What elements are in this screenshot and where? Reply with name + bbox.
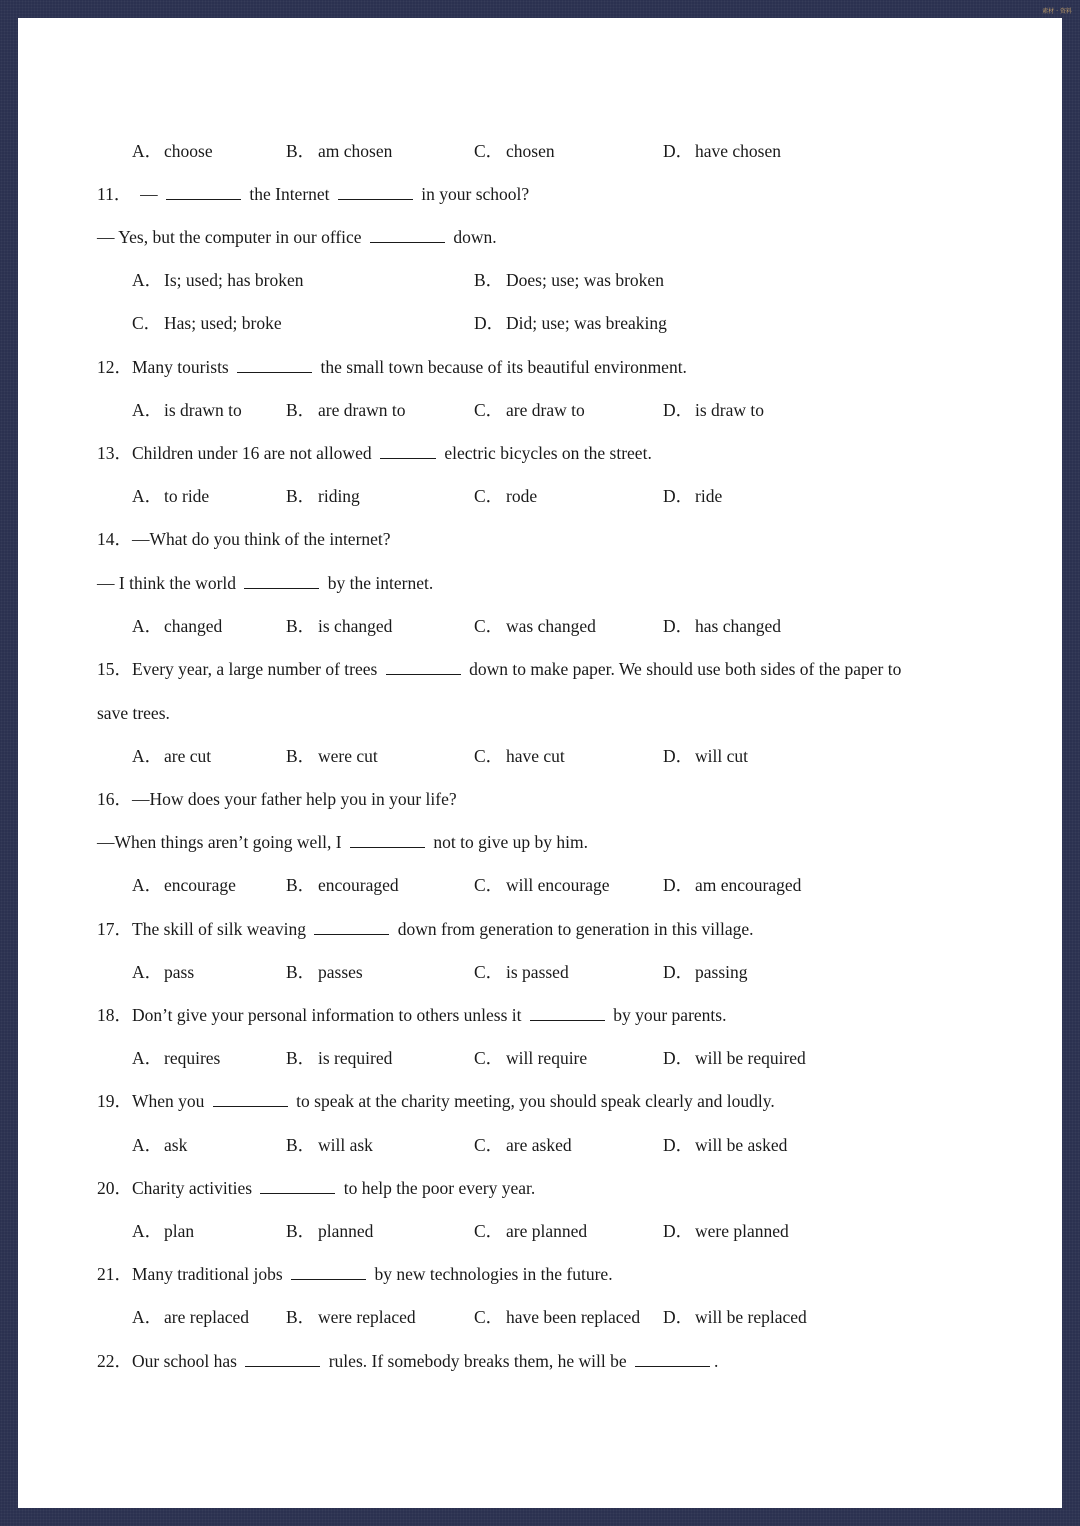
question-line [97,829,588,855]
answer-option[interactable] [286,1132,373,1158]
option-text: chosen [506,141,555,161]
option-letter: C． [474,962,504,982]
question-text: 18．Don’t give your personal information to others unless it [97,1005,526,1025]
answer-option[interactable] [286,138,392,164]
option-letter: C． [474,1048,504,1068]
question-line [97,354,687,380]
answer-blank[interactable] [530,1004,605,1021]
options-row [18,743,1018,769]
answer-option[interactable] [286,743,378,769]
answer-blank[interactable] [350,831,425,848]
question-text: the Internet [244,184,334,204]
option-letter: D． [663,141,694,161]
options-row [18,138,1018,164]
option-letter: D． [663,962,694,982]
option-text: ask [164,1135,188,1155]
option-text: are asked [506,1135,572,1155]
answer-option[interactable] [132,1132,187,1158]
answer-option[interactable] [663,959,748,985]
option-text: is passed [506,962,569,982]
question-line [97,656,901,682]
option-letter: B． [286,875,316,895]
option-letter: C． [474,746,504,766]
option-letter: A． [132,1307,163,1327]
question-text: by new technologies in the future. [370,1264,613,1284]
option-letter: D． [663,1307,694,1327]
answer-blank[interactable] [245,1350,320,1367]
answer-option[interactable] [474,483,537,509]
option-letter: D． [663,486,694,506]
option-text: encouraged [318,875,399,895]
answer-option[interactable] [286,1045,392,1071]
option-text: Does; use; was broken [506,270,664,290]
option-text: are replaced [164,1307,249,1327]
options-row [18,1045,1018,1071]
answer-blank[interactable] [166,183,241,200]
option-text: requires [164,1048,221,1068]
option-text: encourage [164,875,236,895]
question-line [97,786,457,812]
question-text: to help the poor every year. [339,1178,536,1198]
option-letter: A． [132,400,163,420]
answer-option[interactable] [132,1218,194,1244]
answer-option[interactable] [132,872,236,898]
options-row [18,397,1018,423]
option-letter: D． [663,1048,694,1068]
answer-option[interactable] [474,1132,572,1158]
answer-option[interactable] [132,138,213,164]
option-text: Has; used; broke [164,313,282,333]
options-row [18,310,1018,336]
option-text: will ask [318,1135,373,1155]
answer-blank[interactable] [314,918,389,935]
option-text: Did; use; was breaking [506,313,667,333]
option-letter: C． [474,1221,504,1241]
option-letter: D． [663,746,694,766]
option-text: were replaced [318,1307,416,1327]
answer-option[interactable] [286,959,363,985]
answer-option[interactable] [132,613,222,639]
answer-option[interactable] [286,872,399,898]
option-letter: D． [663,875,694,895]
question-text: 16．—How does your father help you in your life? [97,789,457,809]
option-text: is draw to [695,400,765,420]
answer-blank[interactable] [260,1177,335,1194]
question-line [97,526,391,552]
answer-option[interactable] [663,397,764,423]
option-text: planned [318,1221,374,1241]
option-letter: D． [663,1221,694,1241]
option-letter: A． [132,616,163,636]
question-text: the small town because of its beautiful environment. [316,357,687,377]
question-text: rules. If somebody breaks them, he will be [324,1351,632,1371]
answer-option[interactable] [474,1218,587,1244]
question-text: electric bicycles on the street. [439,443,652,463]
answer-option[interactable] [663,1132,787,1158]
option-letter: B． [286,1048,316,1068]
answer-blank[interactable] [237,356,312,373]
answer-option[interactable] [663,483,722,509]
question-text: in your school? [416,184,530,204]
question-text: 17．The skill of silk weaving [97,919,311,939]
option-letter: C． [474,875,504,895]
option-text: will be asked [695,1135,788,1155]
question-text: down to make paper. We should use both sides of the paper to [464,659,902,679]
question-text: 12．Many tourists [97,357,234,377]
question-line [97,1175,535,1201]
question-text: by the internet. [323,573,434,593]
options-row [18,1304,1018,1330]
answer-blank[interactable] [338,183,413,200]
option-letter: B． [286,1221,316,1241]
answer-option[interactable] [286,397,405,423]
answer-option[interactable] [132,397,242,423]
question-text: not to give up by him. [429,832,588,852]
worksheet-page [18,18,1062,1508]
option-text: were planned [695,1221,789,1241]
option-text: rode [506,486,538,506]
answer-option[interactable] [132,483,209,509]
answer-option[interactable] [474,613,596,639]
option-text: is changed [318,616,393,636]
answer-option[interactable] [474,743,565,769]
question-text: 22．Our school has [97,1351,242,1371]
answer-blank[interactable] [635,1350,710,1367]
answer-option[interactable] [132,1045,220,1071]
option-text: are draw to [506,400,585,420]
answer-option[interactable] [474,1304,640,1330]
option-text: plan [164,1221,195,1241]
question-line [97,1348,718,1374]
answer-option[interactable] [474,872,610,898]
question-text: 13．Children under 16 are not allowed [97,443,376,463]
question-text: —When things aren’t going well, I [97,832,346,852]
option-letter: B． [286,616,316,636]
answer-blank[interactable] [370,226,445,243]
answer-option[interactable] [132,267,304,293]
answer-option[interactable] [663,872,801,898]
question-text: — I think the world [97,573,241,593]
option-letter: D． [663,400,694,420]
answer-blank[interactable] [380,442,436,459]
option-text: Is; used; has broken [164,270,304,290]
option-text: were cut [318,746,378,766]
question-line [97,181,529,207]
option-letter: A． [132,270,163,290]
question-line [97,916,754,942]
option-letter: D． [474,313,505,333]
option-text: passing [695,962,748,982]
answer-blank[interactable] [244,572,319,589]
question-text: 15．Every year, a large number of trees [97,659,382,679]
question-line [97,1261,613,1287]
answer-blank[interactable] [386,658,461,675]
question-text: by your parents. [608,1005,727,1025]
question-line [97,570,433,596]
option-letter: A． [132,1221,163,1241]
option-letter: D． [663,616,694,636]
options-row [18,1218,1018,1244]
question-text: 21．Many traditional jobs [97,1264,288,1284]
question-text: — Yes, but the computer in our office [97,227,366,247]
option-letter: A． [132,141,163,161]
option-letter: A． [132,875,163,895]
option-text: changed [164,616,223,636]
options-row [18,959,1018,985]
option-text: have been replaced [506,1307,641,1327]
answer-option[interactable] [132,1304,249,1330]
option-text: am encouraged [695,875,802,895]
question-text: save trees. [97,703,170,723]
answer-blank[interactable] [291,1263,366,1280]
option-text: ride [695,486,723,506]
option-letter: B． [286,486,316,506]
option-text: will encourage [506,875,610,895]
option-text: will be replaced [695,1307,807,1327]
question-text: down. [448,227,497,247]
option-letter: B． [286,1135,316,1155]
question-line [97,1088,775,1114]
answer-option[interactable] [474,1045,587,1071]
option-letter: A． [132,1048,163,1068]
answer-option[interactable] [663,1218,789,1244]
option-text: riding [318,486,360,506]
option-letter: C． [474,486,504,506]
options-row [18,613,1018,639]
answer-option[interactable] [474,959,569,985]
answer-option[interactable] [663,1045,806,1071]
option-letter: C． [132,313,162,333]
option-letter: B． [286,962,316,982]
question-text: 19．When you [97,1091,209,1111]
option-text: choose [164,141,213,161]
answer-option[interactable] [663,613,781,639]
options-row [18,483,1018,509]
answer-option[interactable] [663,743,748,769]
option-letter: B． [286,141,316,161]
answer-option[interactable] [663,138,781,164]
option-text: are drawn to [318,400,406,420]
option-text: to ride [164,486,210,506]
question-text: . [714,1351,719,1371]
answer-option[interactable] [474,397,585,423]
option-letter: D． [663,1135,694,1155]
option-letter: B． [474,270,504,290]
option-text: pass [164,962,195,982]
option-letter: A． [132,486,163,506]
question-line [97,700,170,726]
option-letter: A． [132,1135,163,1155]
options-row [18,267,1018,293]
corner-watermark: 素材 · 资料 [1042,8,1072,15]
option-letter: B． [286,400,316,420]
answer-option[interactable] [286,613,392,639]
question-text: 14．—What do you think of the internet? [97,529,391,549]
option-letter: A． [132,746,163,766]
option-letter: C． [474,1135,504,1155]
option-text: have cut [506,746,565,766]
option-letter: C． [474,1307,504,1327]
option-text: will cut [695,746,748,766]
option-text: is drawn to [164,400,242,420]
option-text: was changed [506,616,596,636]
option-text: will require [506,1048,588,1068]
question-text: 20．Charity activities [97,1178,257,1198]
options-row [18,1132,1018,1158]
question-line [97,224,497,250]
option-text: has changed [695,616,782,636]
option-text: are planned [506,1221,588,1241]
options-row [18,872,1018,898]
answer-option[interactable] [286,1218,373,1244]
option-letter: C． [474,616,504,636]
option-text: am chosen [318,141,393,161]
question-line [97,1002,726,1028]
question-text: to speak at the charity meeting, you should speak clearly and loudly. [291,1091,775,1111]
answer-option[interactable] [132,743,211,769]
question-text: down from generation to generation in this village. [393,919,754,939]
answer-option[interactable] [286,483,360,509]
answer-option[interactable] [132,959,194,985]
option-letter: A． [132,962,163,982]
answer-option[interactable] [286,1304,416,1330]
answer-option[interactable] [474,310,667,336]
option-text: is required [318,1048,393,1068]
answer-option[interactable] [132,310,282,336]
answer-option[interactable] [663,1304,807,1330]
answer-option[interactable] [474,138,555,164]
answer-option[interactable] [474,267,664,293]
option-text: are cut [164,746,212,766]
answer-blank[interactable] [213,1090,288,1107]
option-letter: B． [286,746,316,766]
option-letter: C． [474,400,504,420]
option-text: will be required [695,1048,806,1068]
question-text: 11． — [97,184,162,204]
option-text: passes [318,962,363,982]
option-text: have chosen [695,141,782,161]
option-letter: B． [286,1307,316,1327]
question-line [97,440,652,466]
option-letter: C． [474,141,504,161]
